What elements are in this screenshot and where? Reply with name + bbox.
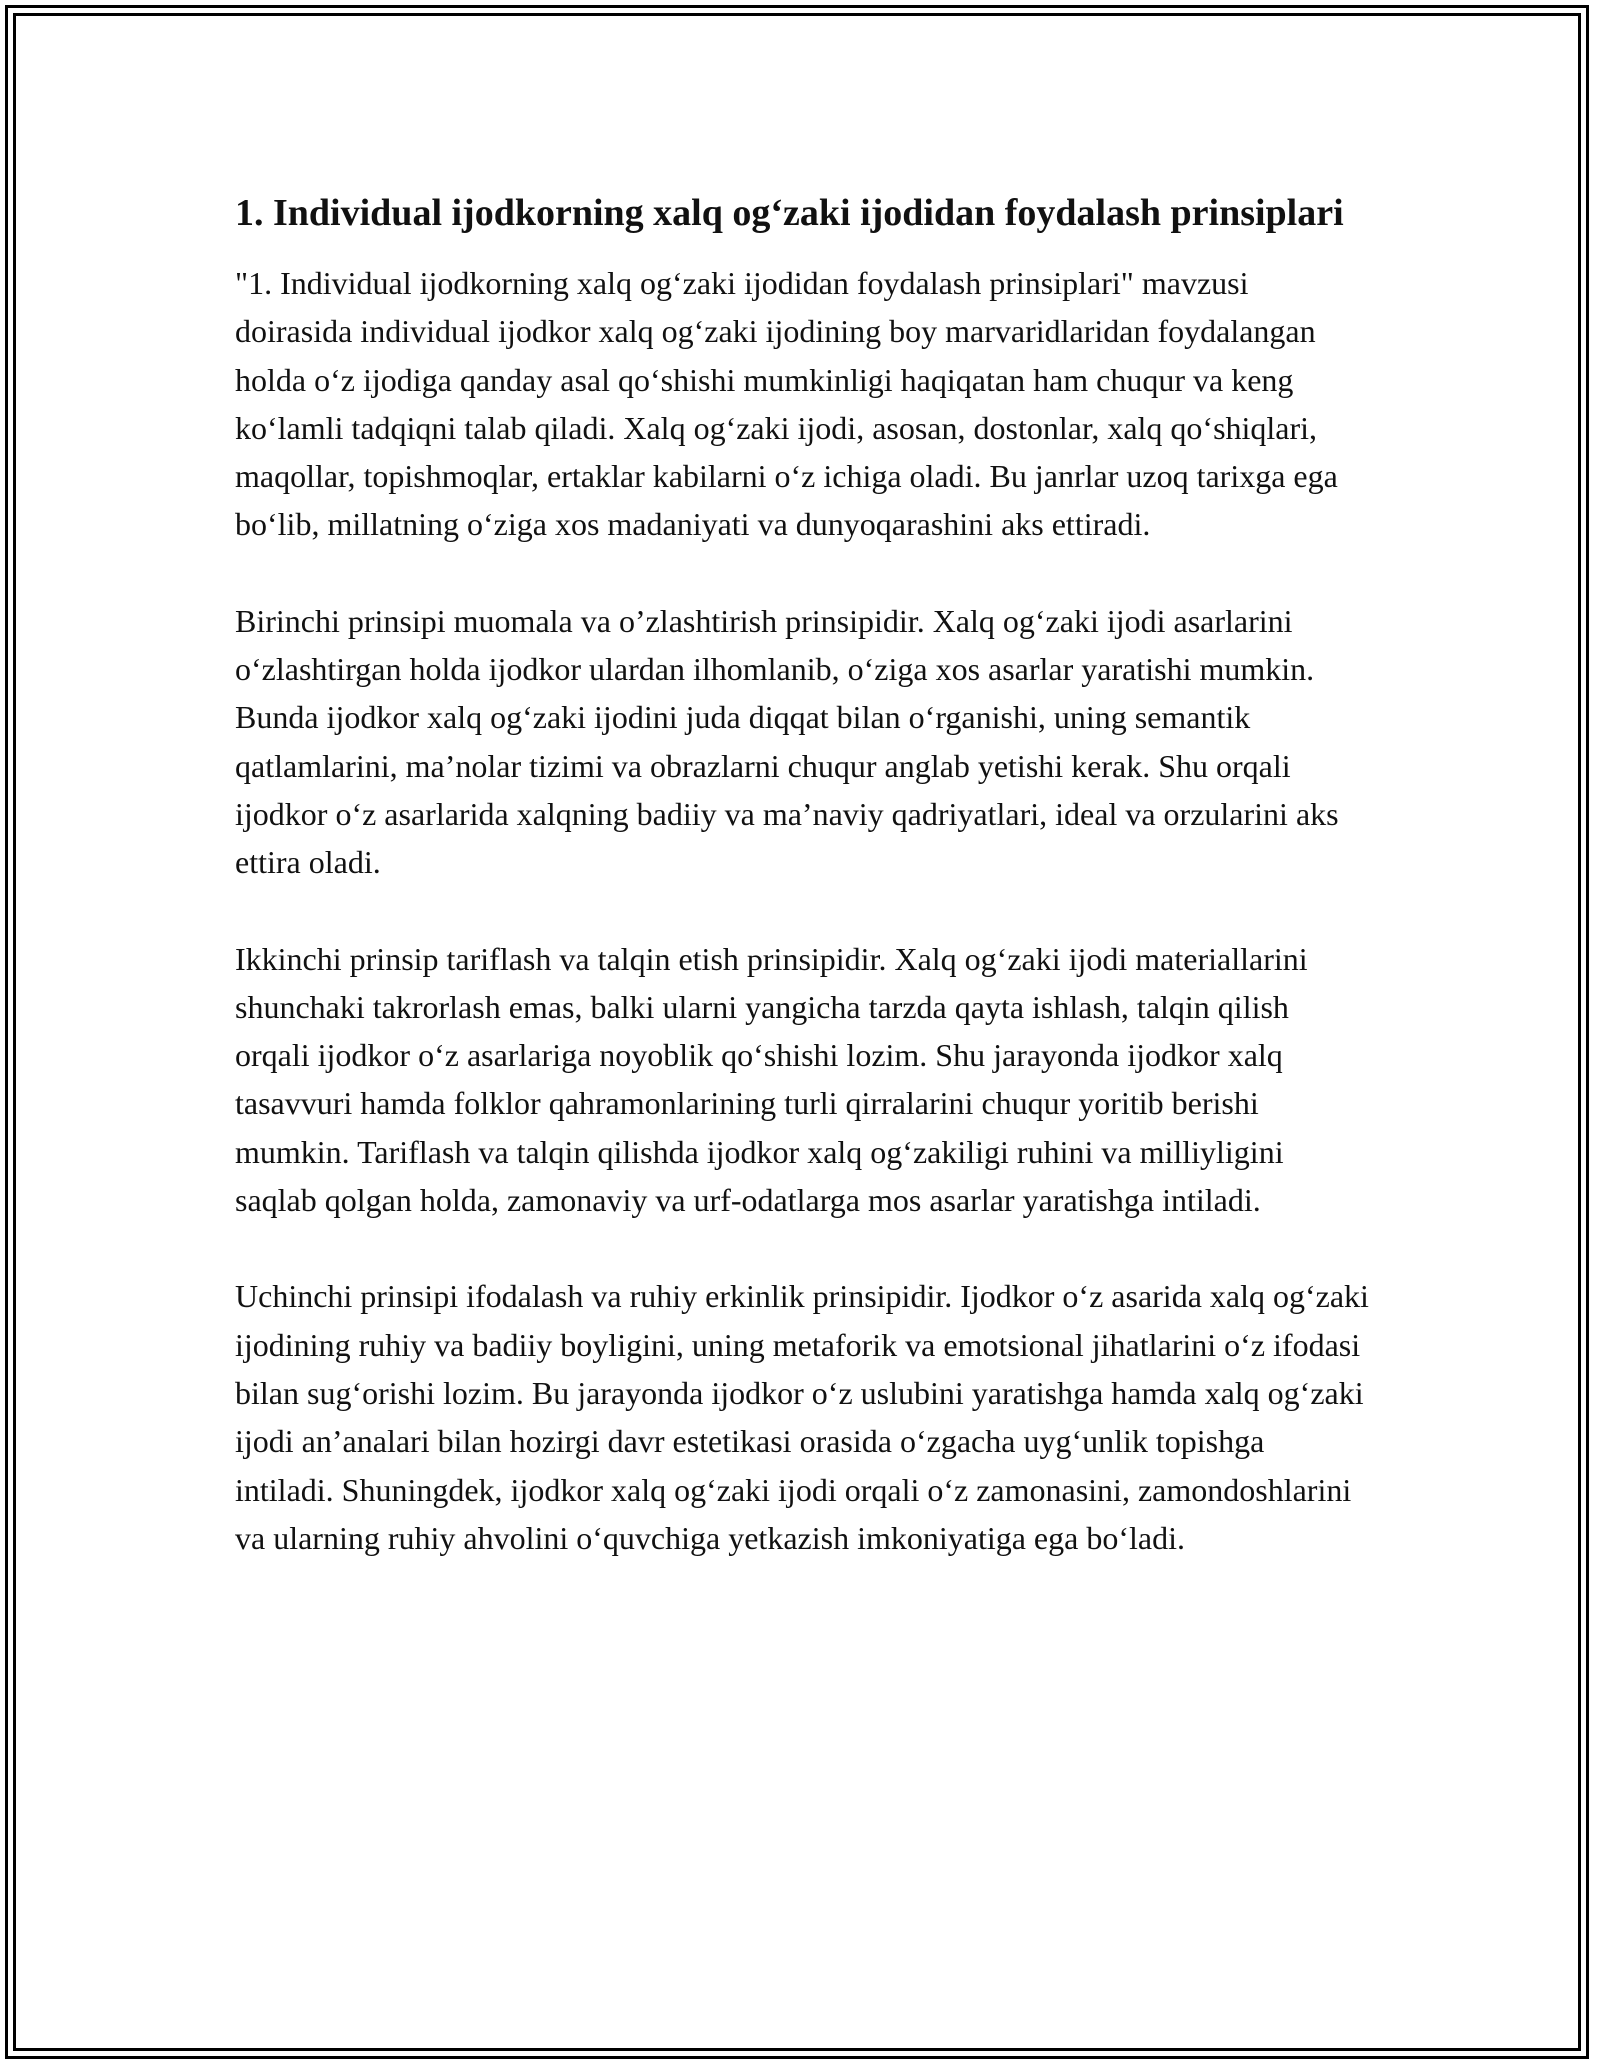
- document-body: [235, 185, 1370, 1610]
- paragraph-intro: "1. Individual ijodkorning xalq og‘zaki ijodidan foydalash prinsiplari" mavzusi doirasida individual ijodkor xalq og‘zaki ijodining boy marvaridlaridan foydalangan holda o‘z ijodiga qanday asal qo‘shishi mumkinligi haqiqatan ham chuqur va keng ko‘lamli tadqiqni talab qiladi. Xalq og‘zaki ijodi, asosan, dostonlar, xalq qo‘shiqlari, maqollar, topishmoqlar, ertaklar kabilarni o‘z ichiga oladi. Bu janrlar uzoq tarixga ega bo‘lib, millatning o‘ziga xos madaniyati va dunyoqarashini aks ettiradi.: [235, 265, 1338, 543]
- paragraph-third-principle: Uchinchi prinsipi ifodalash va ruhiy erkinlik prinsipidir. Ijodkor o‘z asarida xalq og‘zaki ijodining ruhiy va badiiy boyligini, uning metaforik va emotsional jihatlarini o‘z ifodasi bilan sug‘orishi lozim. Bu jarayonda ijodkor o‘z uslubini yaratishga hamda xalq og‘zaki ijodi an’analari bilan hozirgi davr estetikasi orasida o‘zgacha uyg‘unlik topishga intiladi. Shuningdek, ijodkor xalq og‘zaki ijodi orqali o‘z zamonasini, zamondoshlarini va ularning ruhiy ahvolini o‘quvchiga yetkazish imkoniyatiga ega bo‘ladi.: [235, 1278, 1369, 1556]
- paragraph-first-principle: Birinchi prinsipi muomala va o’zlashtirish prinsipidir. Xalq og‘zaki ijodi asarlarini o‘zlashtirgan holda ijodkor ulardan ilhomlanib, o‘ziga xos asarlar yaratishi mumkin. Bunda ijodkor xalq og‘zaki ijodini juda diqqat bilan o‘rganishi, uning semantik qatlamlarini, ma’nolar tizimi va obrazlarni chuqur anglab yetishi kerak. Shu orqali ijodkor o‘z asarlarida xalqning badiiy va ma’naviy qadriyatlari, ideal va orzularini aks ettira oladi.: [235, 602, 1339, 881]
- document-title: 1. Individual ijodkorning xalq og‘zaki ijodidan foydalash prinsiplari: [235, 192, 1344, 234]
- paragraph-second-principle: Ikkinchi prinsip tariflash va talqin etish prinsipidir. Xalq og‘zaki ijodi materiallarini shunchaki takrorlash emas, balki ularni yangicha tarzda qayta ishlash, talqin qilish orqali ijodkor o‘z asarlariga noyoblik qo‘shishi lozim. Shu jarayonda ijodkor xalq tasavvuri hamda folklor qahramonlarining turli qirralarini chuqur yoritib berishi mumkin. Tariflash va talqin qilishda ijodkor xalq og‘zakiligi ruhini va milliyligini saqlab qolgan holda, zamonaviy va urf-odatlarga mos asarlar yaratishga intiladi.: [235, 940, 1308, 1219]
